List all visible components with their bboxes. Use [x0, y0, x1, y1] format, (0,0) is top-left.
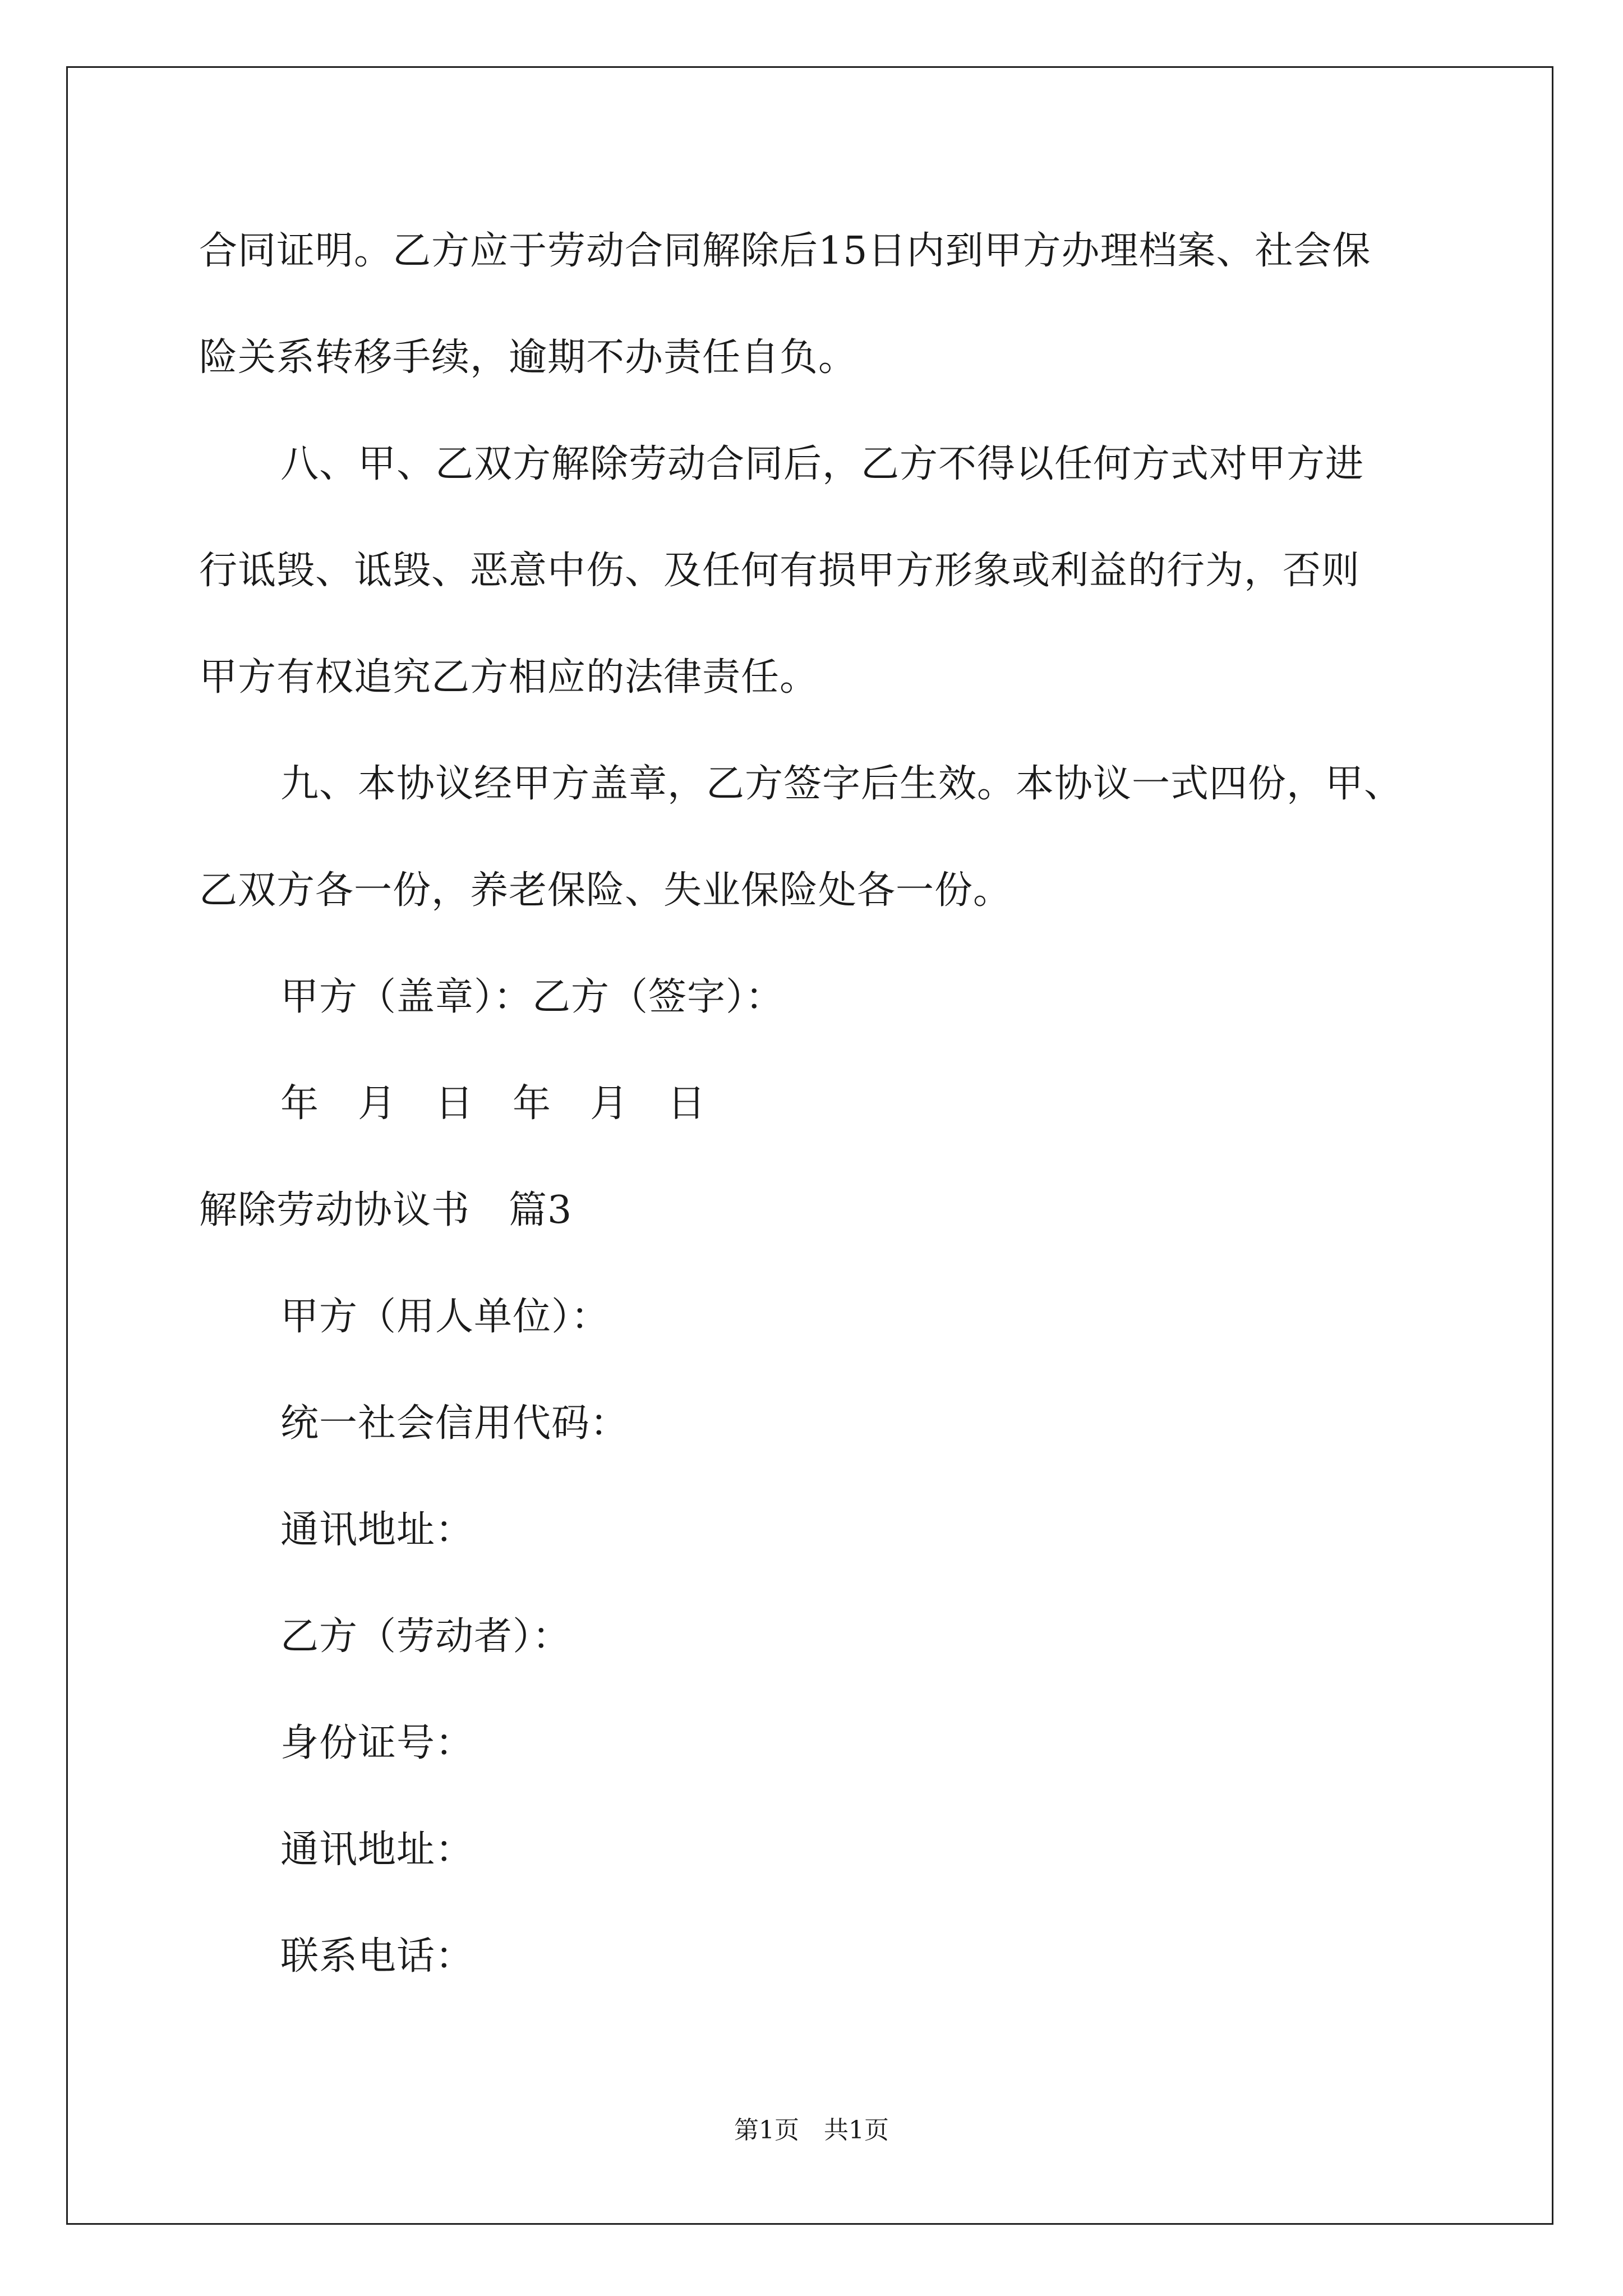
party-a-label: 甲方（用人单位）：	[280, 1295, 610, 1339]
date-line: 年 月 日 年 月 日	[280, 1082, 707, 1126]
signature-line: 甲方（盖章）：乙方（签字）：	[280, 975, 785, 1019]
body-line: 乙双方各一份，养老保险、失业保险处各一份。	[199, 868, 1012, 913]
body-line: 九、本协议经甲方盖章，乙方签字后生效。本协议一式四份，甲、	[280, 762, 1403, 806]
party-b-address-label: 通讯地址：	[280, 1828, 474, 1872]
body-line: 险关系转移手续，逾期不办责任自负。	[199, 335, 857, 380]
party-a-address-label: 通讯地址：	[280, 1508, 474, 1552]
party-b-label: 乙方（劳动者）：	[280, 1614, 571, 1659]
section-heading: 解除劳动协议书 篇3	[199, 1188, 573, 1232]
credit-code-label: 统一社会信用代码：	[280, 1401, 629, 1446]
id-number-label: 身份证号：	[280, 1721, 474, 1765]
body-line: 八、甲、乙双方解除劳动合同后，乙方不得以任何方式对甲方进	[280, 442, 1364, 486]
page-footer: 第1页 共1页	[734, 2116, 889, 2145]
body-line: 合同证明。乙方应于劳动合同解除后15日内到甲方办理档案、社会保	[199, 229, 1371, 273]
body-line: 行诋毁、诋毁、恶意中伤、及任何有损甲方形象或利益的行为，否则	[199, 549, 1361, 593]
page-frame	[66, 66, 1553, 2225]
phone-label: 联系电话：	[280, 1934, 474, 1978]
body-line: 甲方有权追究乙方相应的法律责任。	[199, 655, 819, 700]
